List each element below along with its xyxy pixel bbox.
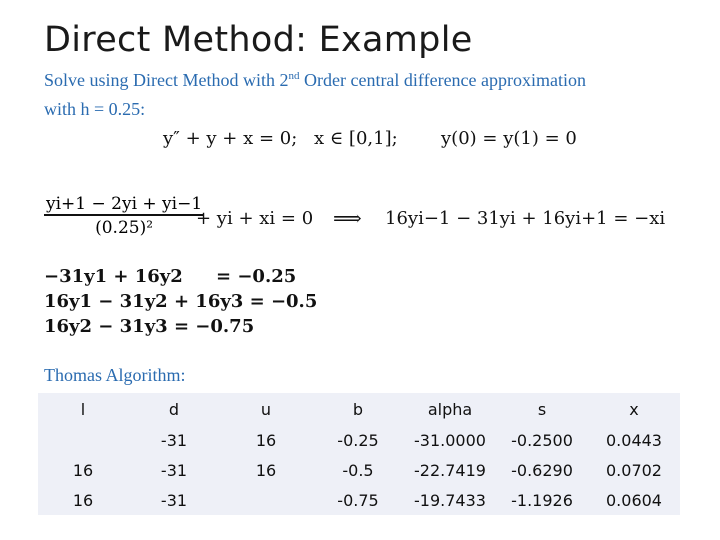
table-cell: -0.75 [337,490,379,510]
slide-title: Direct Method: Example [44,20,473,60]
system-eq-1-rhs: = −0.25 [216,266,297,287]
table-cell: 0.0702 [606,460,662,480]
table-cell: 16 [72,460,94,480]
table-cell: -0.5 [342,460,374,480]
thomas-table [38,393,680,515]
header-b: b [352,399,364,419]
fd-fraction [44,194,204,238]
intro-text-a: Solve using Direct Method with 2 [44,70,289,90]
fd-denominator: (0.25)² [95,218,154,238]
table-cell: 16 [255,460,277,480]
intro-text-b: Order central difference approximation [299,70,587,90]
table-cell: -1.1926 [511,490,573,510]
boundary-conditions: y(0) = y(1) = 0 [441,128,577,149]
table-cell: -31.0000 [414,430,486,450]
table-cell: -31 [160,430,188,450]
table-cell: -0.25 [337,430,379,450]
header-l: l [80,399,86,419]
table-cell: 16 [72,490,94,510]
fd-numerator: yi+1 − 2yi + yi−1 [46,194,203,214]
intro-line-2: with h = 0.25: [44,99,146,119]
header-x: x [629,399,639,419]
system-eq-2: 16y1 − 31y2 + 16y3 = −0.5 [44,291,318,312]
table-row [38,425,680,455]
table-row [38,485,680,515]
system-eq-1-lhs: −31y1 + 16y2 [44,266,183,287]
ode-equation: y″ + y + x = 0; [163,128,298,149]
table-cell: -22.7419 [414,460,486,480]
intro-line-1 [44,70,586,91]
implies-arrow: ⟹ [333,206,362,230]
system-eq-3: 16y2 − 31y3 = −0.75 [44,316,255,337]
intro-superscript: nd [288,70,300,82]
header-d: d [168,399,180,419]
table-cell: -19.7433 [414,490,486,510]
domain-equation: x ∈ [0,1]; [314,128,398,149]
header-s: s [537,399,547,419]
thomas-algorithm-label: Thomas Algorithm: [44,365,186,385]
table-cell: 16 [255,430,277,450]
table-cell: -0.6290 [511,460,573,480]
table-header-row [38,393,680,425]
header-u: u [260,399,272,419]
table-cell: -31 [160,490,188,510]
table-cell [220,485,312,515]
table-cell [38,425,128,455]
fd-rest: + yi + xi = 0 [196,208,314,229]
table-cell: -0.2500 [511,430,573,450]
table-cell: 0.0443 [606,430,662,450]
header-alpha: alpha [427,399,473,419]
table-row [38,455,680,485]
fd-result: 16yi−1 − 31yi + 16yi+1 = −xi [385,208,666,229]
table-cell: -31 [160,460,188,480]
table-cell: 0.0604 [606,490,662,510]
